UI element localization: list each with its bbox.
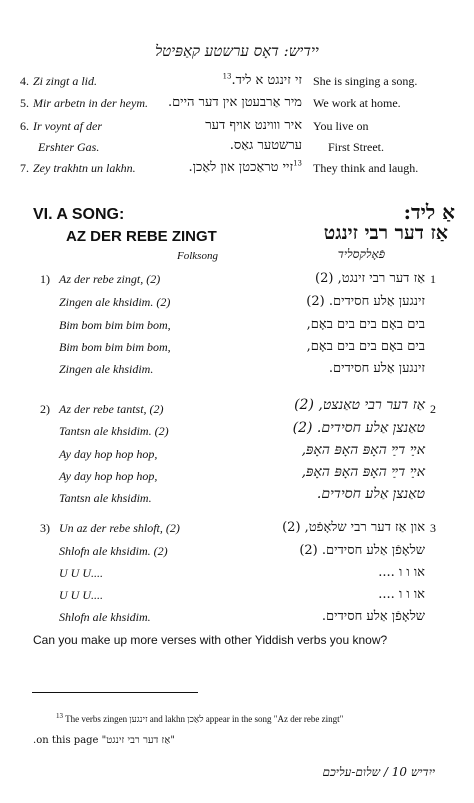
verse-line-yiddish: אײַ דײַ האָפּ האָפּ האָפּ,: [301, 464, 425, 480]
sentence-yiddish: איר וווינט אויף דער: [205, 118, 302, 133]
sentence-yiddish: $^{13}$זיי טראַכטן און לאַכן.: [188, 159, 302, 175]
verse-line-yiddish: אַז דער רבי זינגט, (2): [315, 271, 425, 286]
verse-line-yiddish: זינגען אַלע חסידים. (2): [306, 294, 425, 309]
folksong-label: Folksong: [177, 250, 218, 262]
verse-line-yiddish: שלאָפֿן אַלע חסידים. (2): [299, 543, 425, 558]
verse-number-yiddish: 1: [430, 272, 436, 286]
verse-line: Shlofn ale khsidim. (2): [59, 544, 168, 558]
verse-number: 3): [40, 521, 50, 535]
sentence-english: We work at home.: [313, 96, 401, 110]
verse-line-yiddish: טאַנצן אַלע חסידים. (2): [292, 420, 425, 436]
verse-line: Tantsn ale khsidim.: [59, 491, 152, 505]
verse-line: Un az der rebe shloft, (2): [59, 521, 180, 535]
song-title: AZ DER REBE ZINGT: [66, 228, 217, 245]
verse-line: Ay day hop hop hop,: [59, 469, 158, 483]
sentence-english: First Street.: [328, 140, 384, 154]
verse-number-yiddish: 3: [430, 521, 436, 535]
page-header: יידיש: דאָס ערשטע קאַפּיטל: [155, 42, 319, 60]
sentence-number: 7.: [20, 161, 29, 175]
sentence-yiddish: זי זינגט א ליד.$^{13}$: [222, 72, 302, 88]
verse-line-yiddish: און אַז דער רבי שלאָפֿט, (2): [282, 520, 425, 535]
song-title-yiddish: אַז דער רבי זינגט: [323, 222, 448, 244]
section-label: VI. A SONG:: [33, 206, 125, 223]
verse-line: Bim bom bim bim bom,: [59, 340, 171, 354]
folksong-label-yiddish: פֿאָלקסליד: [337, 247, 385, 261]
verse-line-yiddish: או ו ו ....: [378, 565, 425, 580]
sentence-number: 6.: [20, 119, 29, 133]
verse-line: U U U....: [59, 588, 103, 602]
sentence-translit: Mir arbetn in der heym.: [33, 96, 148, 110]
verse-line: Zingen ale khsidim.: [59, 362, 154, 376]
verse-number: 1): [40, 272, 50, 286]
verse-number-yiddish: 2: [430, 402, 436, 416]
verse-line: Az der rebe zingt, (2): [59, 272, 161, 286]
verse-line-yiddish: טאַנצן אַלע חסידים.: [316, 486, 425, 502]
verse-line: Az der rebe tantst, (2): [59, 402, 164, 416]
verse-line-yiddish: שלאָפֿן אַלע חסידים.: [321, 609, 425, 624]
footnote-divider: [32, 692, 198, 693]
sentence-yiddish: ערשטער גאַס.: [229, 138, 302, 153]
footnote-mark: 13: [56, 712, 63, 720]
verse-line-yiddish: זינגען אַלע חסידים.: [328, 361, 425, 376]
verse-line: Zingen ale khsidim. (2): [59, 295, 171, 309]
verse-number: 2): [40, 402, 50, 416]
sentence-translit: Ershter Gas.: [38, 140, 100, 154]
verse-line: Shlofn ale khsidim.: [59, 610, 151, 624]
exercise-question: Can you make up more verses with other Yiddish verbs you know?: [33, 633, 388, 647]
sentence-translit: Zi zingt a lid.: [33, 74, 98, 88]
sentence-number: 5.: [20, 96, 29, 110]
sentence-yiddish: מיר אַרבעטן אין דער היים.: [167, 95, 302, 110]
footnote-line-1: $^{13}$ The verbs zingen זינגען and lakhn לאַכן appear in the song "Az der rebe zingt": [56, 712, 344, 724]
footnote-line-2: "אַז דער רבי זינגט" on this page.: [33, 735, 175, 746]
sentence-translit: Ir voynt af der: [33, 119, 102, 133]
sentence-english: They think and laugh.: [313, 161, 419, 175]
sentence-english: You live on: [313, 119, 369, 133]
section-label-yiddish: אַ ליד:: [403, 200, 455, 224]
verse-line-yiddish: בים באָם בים בים באָם,: [306, 317, 425, 332]
sentence-number: 4.: [20, 74, 29, 88]
verse-line-yiddish: אײַ דײַ האָפּ האָפּ האָפּ,: [301, 442, 425, 458]
sentence-translit: Zey trakhtn un lakhn.: [33, 161, 136, 175]
verse-line: Ay day hop hop hop,: [59, 447, 158, 461]
verse-line: Tantsn ale khsidim. (2): [59, 424, 169, 438]
verse-line: U U U....: [59, 566, 103, 580]
verse-line-yiddish: אַז דער רבי טאַנצט, (2): [294, 397, 425, 413]
verse-line: Bim bom bim bim bom,: [59, 318, 171, 332]
sentence-english: She is singing a song.: [313, 74, 418, 88]
verse-line-yiddish: או ו ו ....: [378, 587, 425, 602]
verse-line-yiddish: בים באָם בים בים באָם,: [306, 339, 425, 354]
page-footer: ייִדיש 10 / שלום-עליכם: [322, 765, 435, 779]
